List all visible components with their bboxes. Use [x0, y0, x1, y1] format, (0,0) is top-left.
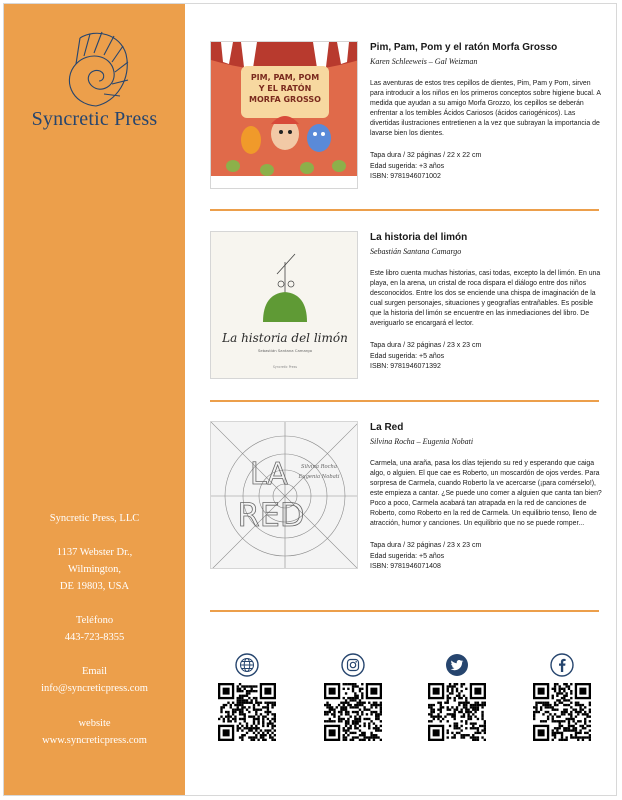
- book-isbn: ISBN: 9781946071392: [370, 363, 441, 370]
- book-entry: [210, 231, 602, 381]
- book-authors: Silvina Rocha – Eugenia Nobati: [370, 437, 474, 446]
- website-link[interactable]: www.syncreticpress.com: [42, 735, 147, 746]
- phone-label: Teléfono: [75, 615, 114, 626]
- phone-block: [4, 612, 185, 646]
- website-block: [4, 715, 185, 749]
- book-authors: Karen Schleeweis – Gal Weizman: [370, 57, 478, 66]
- book-specs: [370, 341, 602, 373]
- toothbrush-characters-cover: [211, 42, 358, 189]
- address-line: 1137 Webster Dr.,: [56, 547, 133, 558]
- divider: [210, 610, 599, 612]
- cover-author: Silvina Rocha: [301, 464, 337, 470]
- email-label: Email: [81, 666, 108, 677]
- book-description: Las aventuras de estos tres cepillos de dientes, Pim, Pam y Pom, sirven para introducir a los niños en los primeros conceptos sobre higiene bucal. A medida que ayudan a su amigo Morfa Grozzo, los cepillos se deberán enfrentar a los temibles Ácidos Cariosos (ácidos cariogénicos). Las divertidas ilustraciones entretienen a la vez que subrayan la importancia de lavarse bien los dientes.: [370, 80, 601, 137]
- book-title: Pim, Pam, Pom y el ratón Morfa Grosso: [370, 42, 558, 53]
- address-line: Wilmington,: [68, 564, 121, 575]
- email-link[interactable]: info@syncreticpress.com: [41, 683, 148, 694]
- svg-text:Y EL RATÓN: Y EL RATÓN: [258, 84, 312, 93]
- book-cover-pim-pam-pom[interactable]: [210, 41, 358, 189]
- company-name: [4, 510, 185, 527]
- svg-text:PIM, PAM, POM: PIM, PAM, POM: [250, 73, 320, 82]
- book-title: La Red: [370, 422, 404, 433]
- book-format: Tapa dura / 32 páginas / 23 x 23 cm: [370, 542, 482, 549]
- cover-title: LA: [250, 457, 288, 492]
- cover-title: La historia del limón: [222, 331, 348, 345]
- book-isbn: ISBN: 9781946071002: [370, 173, 441, 180]
- divider: [210, 209, 599, 211]
- company-name-text: Syncretic Press, LLC: [49, 513, 140, 524]
- book-entry: [210, 41, 602, 191]
- book-info: [370, 421, 602, 573]
- instagram-qr-code[interactable]: [324, 683, 382, 741]
- book-age: Edad sugerida: +5 años: [370, 352, 445, 360]
- book-age: Edad sugerida: +3 años: [370, 162, 445, 170]
- book-format: Tapa dura / 32 páginas / 22 x 22 cm: [370, 152, 482, 159]
- svg-text:MORFA GROSSO: MORFA GROSSO: [249, 95, 321, 104]
- book-isbn: ISBN: 9781946071408: [370, 563, 441, 570]
- book-age: Edad sugerida: +5 años: [370, 552, 445, 560]
- book-cover-la-red[interactable]: [210, 421, 358, 569]
- email-block: [4, 663, 185, 697]
- book-specs: [370, 151, 602, 183]
- globe-icon[interactable]: [235, 653, 259, 677]
- address-line: DE 19803, USA: [59, 581, 130, 592]
- divider: [210, 400, 599, 402]
- book-specs: [370, 541, 602, 573]
- twitter-icon[interactable]: [445, 653, 469, 677]
- facebook-icon[interactable]: [550, 653, 574, 677]
- book-title: La historia del limón: [370, 232, 468, 243]
- cover-title: RED: [237, 496, 305, 534]
- social-facebook: [531, 653, 593, 741]
- cover-publisher: Syncretic Press: [272, 365, 298, 369]
- cover-author: Eugenia Nobati: [298, 474, 340, 480]
- instagram-icon[interactable]: [341, 653, 365, 677]
- twitter-qr-code[interactable]: [428, 683, 486, 741]
- lemon-hill-cover: [211, 232, 358, 379]
- book-cover-historia-limon[interactable]: [210, 231, 358, 379]
- book-info: [370, 231, 602, 373]
- social-website: [216, 653, 278, 741]
- brand-name: Syncretic Press: [31, 108, 158, 130]
- book-info: [370, 41, 602, 183]
- book-entry: [210, 421, 602, 571]
- book-format: Tapa dura / 32 páginas / 23 x 23 cm: [370, 342, 482, 349]
- book-description: Carmela, una araña, pasa los días tejiendo su red y esperando que caiga algo, o alguien. El que cae es Roberto, un moscardón de ojos verdes. Para sorpresa de Carmela, cuando Roberto la ve acercarse (¡para comérselo!), este empieza a cantar. ¿Se puede uno comer a alguien que canta tan bien? Poco a poco, Carmela acabará tan atrapada en la red de canciones de Roberto, como Roberto en la red de Carmela. Un equilibrio tenso, lleno de atracción, humor y canciones. Un equilibrio que no se puede romper...: [370, 460, 602, 527]
- cover-author: Sebastián Santana Camargo: [257, 348, 313, 353]
- social-twitter: [426, 653, 488, 741]
- book-authors: Sebastián Santana Camargo: [370, 247, 462, 256]
- address: [4, 544, 185, 595]
- phone-number[interactable]: 443-723-8355: [64, 632, 125, 643]
- nautilus-shell-icon: [56, 24, 136, 114]
- social-instagram: [322, 653, 384, 741]
- sidebar: [4, 4, 185, 795]
- spider-web-cover: [211, 422, 358, 569]
- website-label: website: [78, 718, 111, 729]
- book-description: Este libro cuenta muchas historias, casi todas, excepto la del limón. En una playa, en la arena, un cristal de roca dispara el diálogo entre dos niños desconocidos. Entre los dos se enciende una chispa de imaginación de la cual surgen personajes, situaciones y geografías entrañables. Es posible que la historia del limón se encuentre en las inmediaciones del libro. De averiguarlo se encargará el lector.: [370, 270, 601, 327]
- facebook-qr-code[interactable]: [533, 683, 591, 741]
- website-qr-code[interactable]: [218, 683, 276, 741]
